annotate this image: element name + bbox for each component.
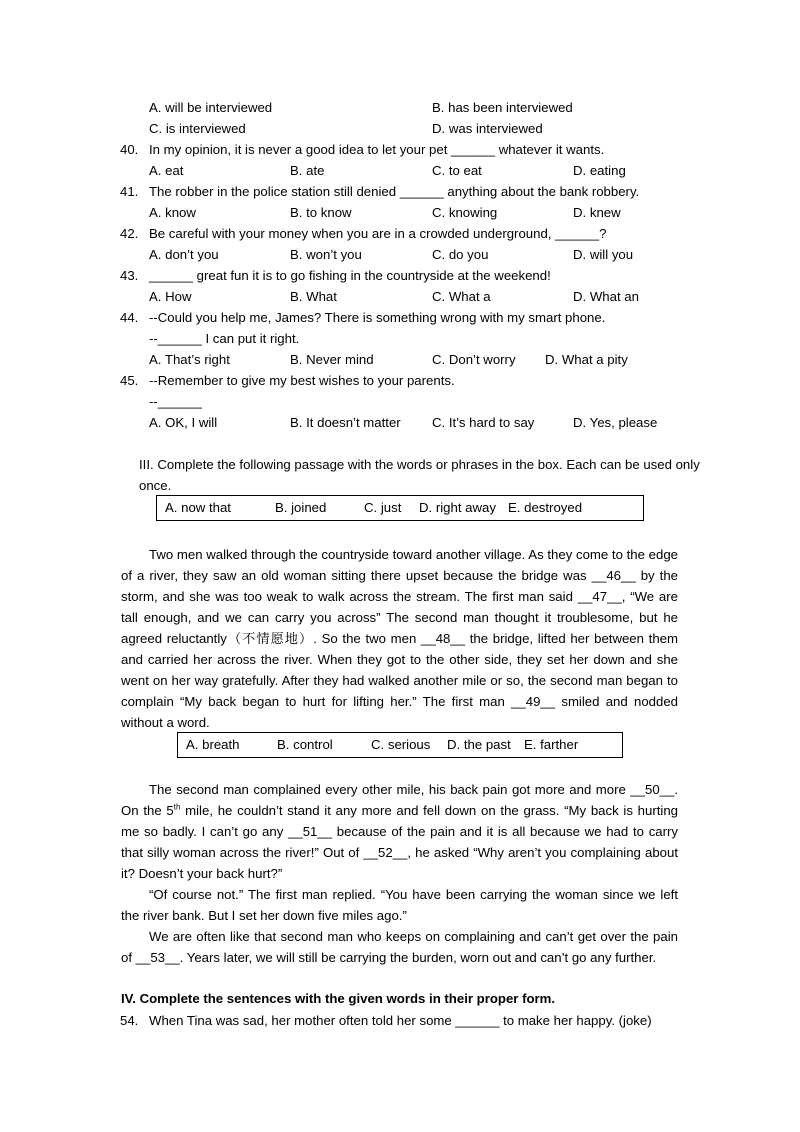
question-number: 43. bbox=[120, 268, 139, 283]
passage-paragraph bbox=[121, 544, 678, 733]
option-d: D. will you bbox=[573, 247, 634, 262]
question-number: 41. bbox=[120, 184, 139, 199]
word-box bbox=[156, 495, 644, 521]
option-c: C. do you bbox=[432, 247, 489, 262]
section-heading-line2: once. bbox=[139, 478, 172, 493]
option-b: B. to know bbox=[290, 205, 352, 220]
question-number: 45. bbox=[120, 373, 139, 388]
option-b: B. It doesn’t matter bbox=[290, 415, 401, 430]
word-box-item: C. just bbox=[364, 500, 402, 515]
paragraph-text: “Of course not.” The first man replied. “You have been carrying the woman since we left the river bank. But I set her down five miles ago.” bbox=[121, 887, 678, 923]
question-text: --Could you help me, James? There is something wrong with my smart phone. bbox=[149, 310, 606, 325]
word-box-item: C. serious bbox=[371, 737, 431, 752]
word-box-item: B. control bbox=[277, 737, 333, 752]
option-c: C. What a bbox=[432, 289, 491, 304]
option-d: D. knew bbox=[573, 205, 621, 220]
question-text: ______ great fun it is to go fishing in the countryside at the weekend! bbox=[149, 268, 551, 283]
word-box bbox=[177, 732, 623, 758]
option-a: A. That’s right bbox=[149, 352, 230, 367]
word-box-item: E. destroyed bbox=[508, 500, 583, 515]
word-box-item: D. the past bbox=[447, 737, 511, 752]
question-text: The robber in the police station still denied ______ anything about the bank robbery. bbox=[149, 184, 640, 199]
option-d: D. Yes, please bbox=[573, 415, 658, 430]
option-c: C. It’s hard to say bbox=[432, 415, 535, 430]
option-c: C. knowing bbox=[432, 205, 498, 220]
question-text-line2: --______ bbox=[149, 394, 202, 409]
question-text: In my opinion, it is never a good idea to let your pet ______ whatever it wants. bbox=[149, 142, 605, 157]
option-b: B. won’t you bbox=[290, 247, 362, 262]
option-b: B. What bbox=[290, 289, 337, 304]
q39-option-b: B. has been interviewed bbox=[432, 100, 573, 115]
question-text: Be careful with your money when you are in a crowded underground, ______? bbox=[149, 226, 607, 241]
question-text-line2: --______ I can put it right. bbox=[149, 331, 300, 346]
paragraph-text: We are often like that second man who keeps on complaining and can’t get over the pain of __53__. Years later, we will still be carrying the burden, worn out and can’t go any further. bbox=[121, 929, 678, 965]
option-a: A. don’t you bbox=[149, 247, 219, 262]
option-a: A. OK, I will bbox=[149, 415, 218, 430]
option-a: A. know bbox=[149, 205, 196, 220]
option-a: A. How bbox=[149, 289, 192, 304]
option-d: D. eating bbox=[573, 163, 626, 178]
option-b: B. ate bbox=[290, 163, 325, 178]
word-box-item: A. breath bbox=[186, 737, 240, 752]
option-c: C. to eat bbox=[432, 163, 482, 178]
paragraph-text: The second man complained every other mile, his back pain got more and more __50__. On the 5th mile, he couldn’t stand it any more and fell down on the grass. “My back is hurting me so badly. I can’t go any __51__ because of the pain and it is all because we had to carry that silly woman across the river!” Out of __52__, he asked “Why aren’t you complaining about it? Doesn’t your back hurt?” bbox=[121, 782, 678, 881]
paragraph-text: Two men walked through the countryside toward another village. As they come to the edge of a river, they saw an old woman sitting there upset because the bridge was __46__ by the storm, and she was too weak to walk across the stream. The first man said __47__, “We are tall enough, and we can carry you across” The second man thought it troublesome, but he agreed reluctantly（不情愿地）. So the two men __48__ the bridge, lifted her between them and carried her across the river. When they got to the other side, they set her down and she went on her way gratefully. After they had walked another mile or so, the second man began to complain “My back began to hurt for lifting her.” The first man __49__ smiled and nodded without a word. bbox=[121, 547, 678, 730]
word-box-item: D. right away bbox=[419, 500, 496, 515]
word-box-item: E. farther bbox=[524, 737, 579, 752]
question-number: 40. bbox=[120, 142, 139, 157]
q39-option-d: D. was interviewed bbox=[432, 121, 543, 136]
option-c: C. Don’t worry bbox=[432, 352, 516, 367]
q39-option-a: A. will be interviewed bbox=[149, 100, 273, 115]
word-box-item: A. now that bbox=[165, 500, 231, 515]
section-heading: III. Complete the following passage with the words or phrases in the box. Each can be used only bbox=[139, 457, 700, 472]
question-number: 54. bbox=[120, 1013, 139, 1028]
section-heading: IV. Complete the sentences with the given words in their proper form. bbox=[121, 991, 556, 1006]
question-text: --Remember to give my best wishes to your parents. bbox=[149, 373, 455, 388]
question-text: When Tina was sad, her mother often told her some ______ to make her happy. (joke) bbox=[149, 1013, 652, 1028]
q39-option-c: C. is interviewed bbox=[149, 121, 246, 136]
question-number: 44. bbox=[120, 310, 139, 325]
option-a: A. eat bbox=[149, 163, 184, 178]
passage-paragraph bbox=[121, 779, 678, 968]
word-box-item: B. joined bbox=[275, 500, 327, 515]
option-b: B. Never mind bbox=[290, 352, 374, 367]
option-d: D. What a pity bbox=[545, 352, 628, 367]
option-d: D. What an bbox=[573, 289, 639, 304]
question-number: 42. bbox=[120, 226, 139, 241]
